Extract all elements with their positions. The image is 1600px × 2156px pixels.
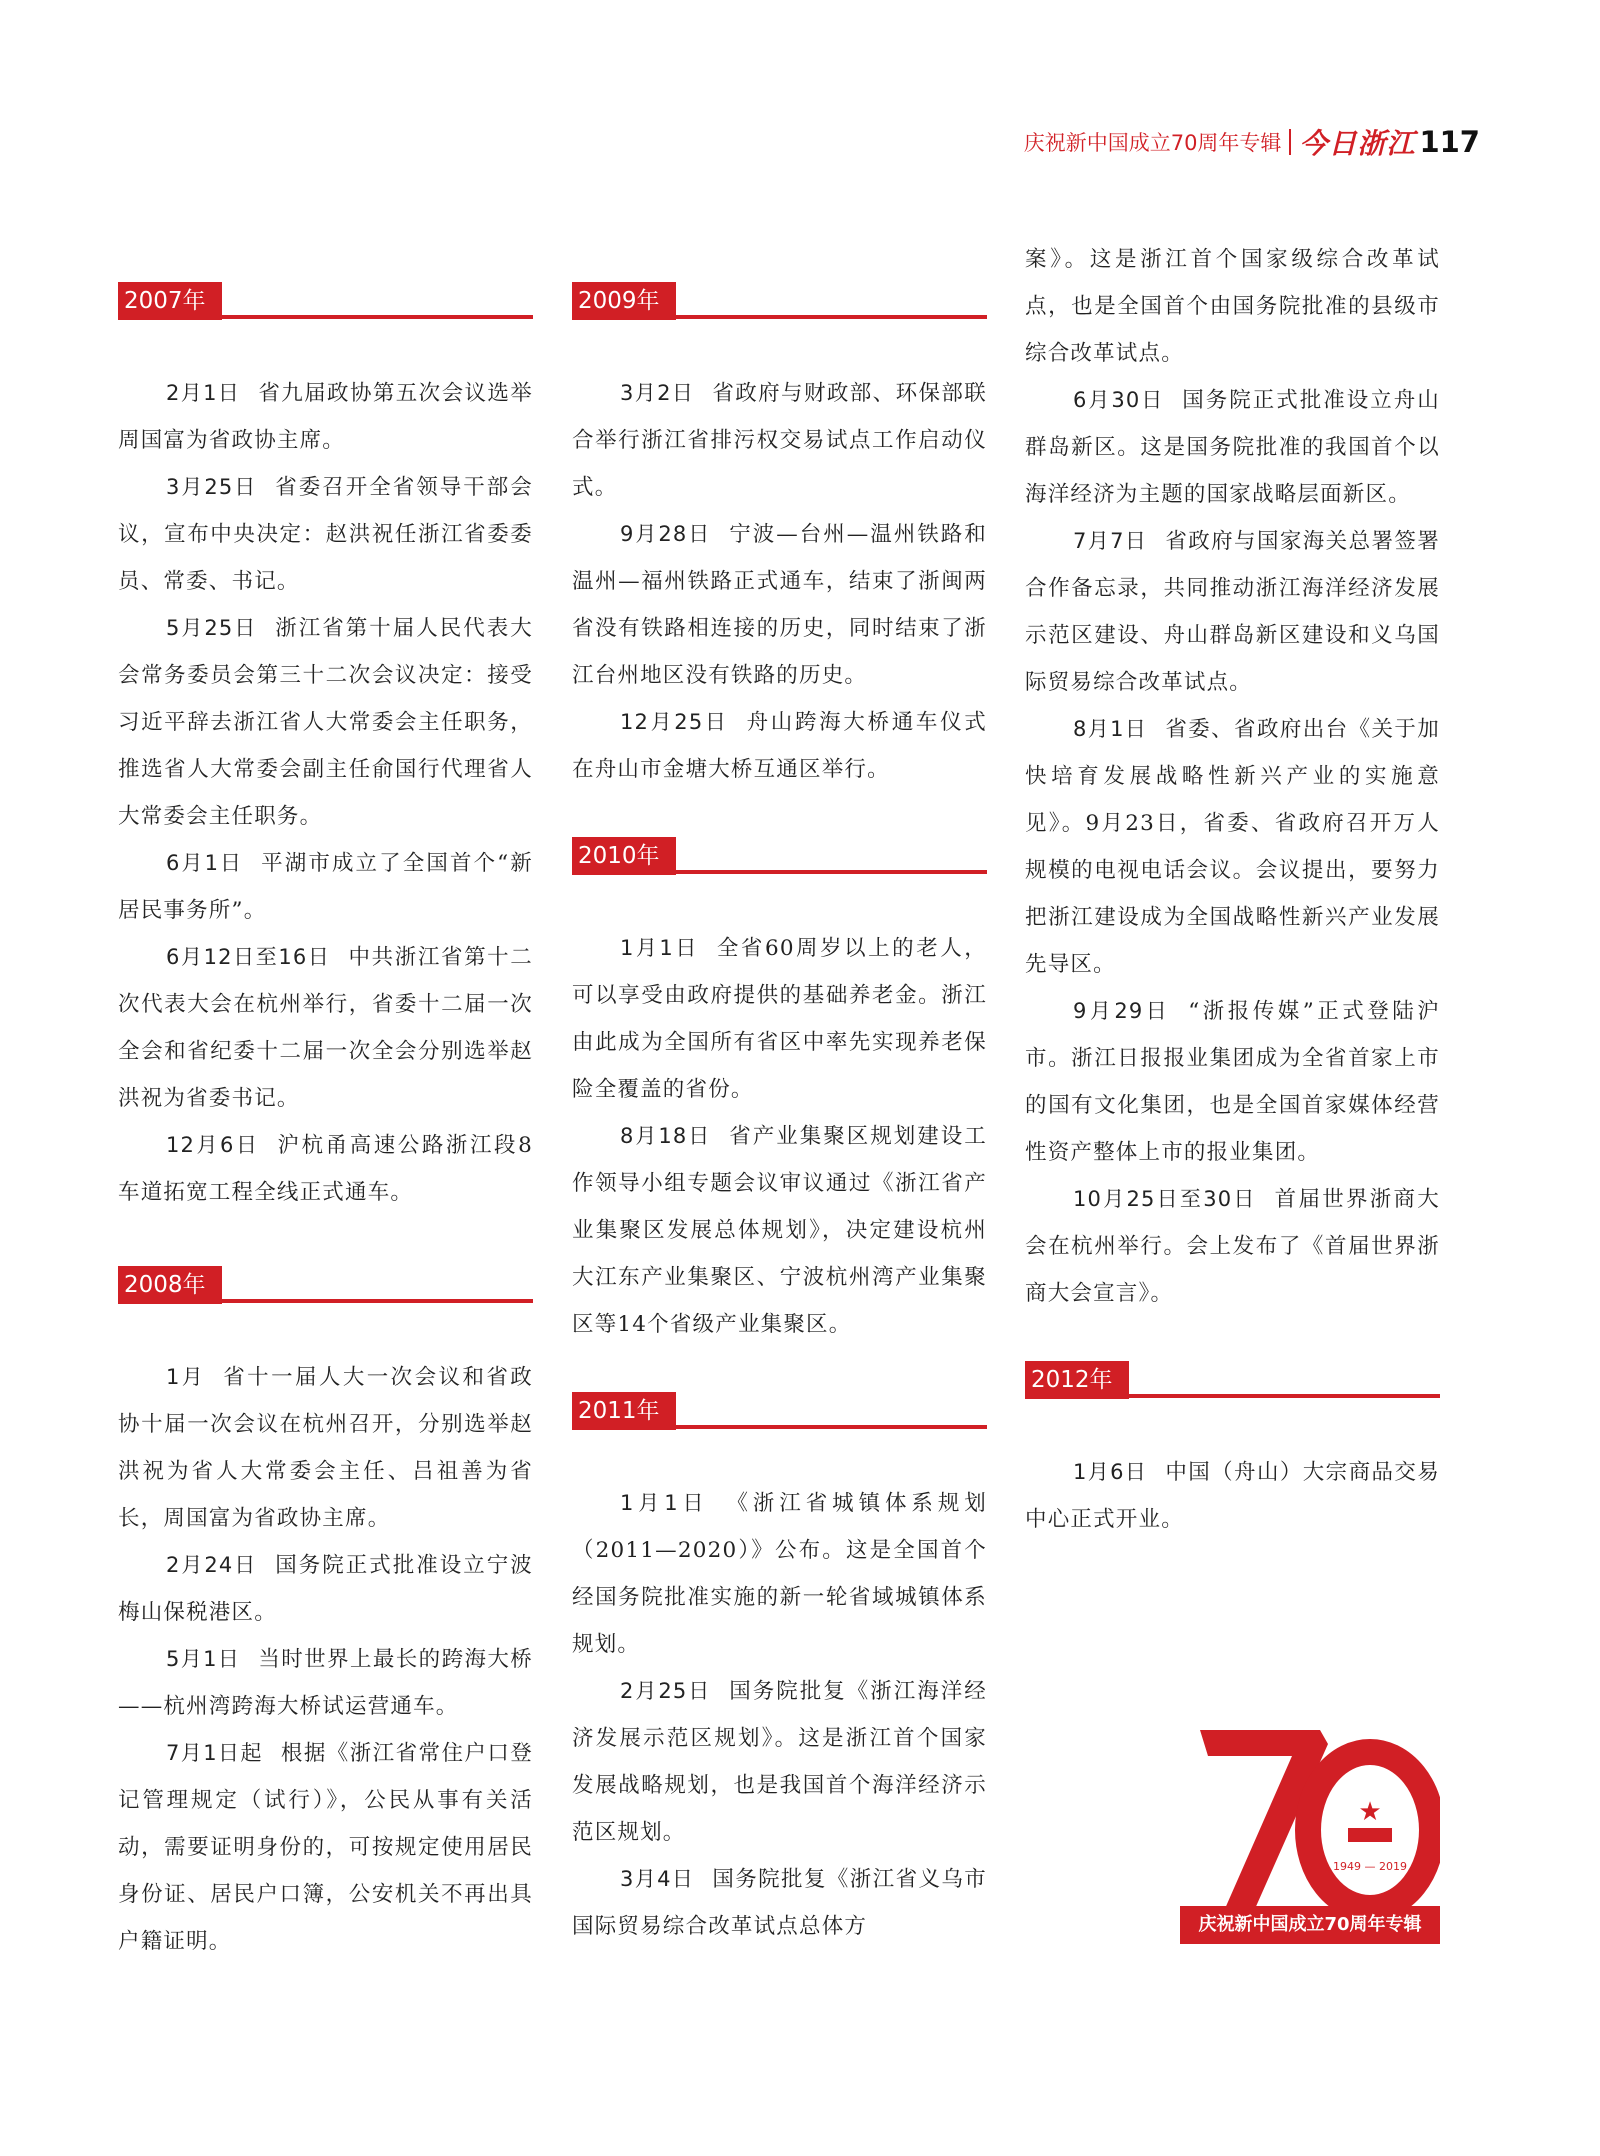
- column-3: [1025, 236, 1440, 1543]
- entry-text: 沪杭甬高速公路浙江段8车道拓宽工程全线正式通车。: [118, 1133, 533, 1205]
- entry-date: 6月30日: [1073, 388, 1165, 412]
- entry-date: 6月12日至16日: [166, 945, 331, 969]
- timeline-entry: [118, 1636, 533, 1730]
- year-label: 2010年: [572, 837, 676, 875]
- entry-text: 首届世界浙商大会在杭州举行。会上发布了《首届世界浙商大会宣言》。: [1025, 1187, 1440, 1306]
- year-heading: [118, 1266, 533, 1304]
- entry-date: 2月1日: [166, 381, 241, 405]
- page-header: [1024, 122, 1480, 162]
- timeline-entry: [118, 605, 533, 840]
- entry-date: 9月29日: [1073, 999, 1171, 1023]
- entry-text: 省产业集聚区规划建设工作领导小组专题会议审议通过《浙江省产业集聚区发展总体规划》，决定建设杭州大江东产业集聚区、宁波杭州湾产业集聚区等14个省级产业集聚区。: [572, 1124, 988, 1337]
- entry-date: 7月7日: [1073, 529, 1148, 553]
- column-1: [118, 230, 533, 1965]
- entry-date: 6月1日: [166, 851, 244, 875]
- entry-text: 中共浙江省第十二次代表大会在杭州举行，省委十二届一次全会和省纪委十二届一次全会分别选举赵洪祝为省委书记。: [118, 945, 533, 1111]
- timeline-entry: [118, 934, 533, 1122]
- logo-years: 1949 — 2019: [1333, 1860, 1407, 1873]
- timeline-entry: [1025, 518, 1440, 706]
- entry-text: 根据《浙江省常住户口登记管理规定（试行）》，公民从事有关活动，需要证明身份的，可按规定使用居民身份证、居民户口簿，公安机关不再出具户籍证明。: [118, 1741, 533, 1954]
- entry-text: 当时世界上最长的跨海大桥——杭州湾跨海大桥试运营通车。: [118, 1647, 533, 1719]
- entry-date: 3月4日: [620, 1867, 695, 1891]
- heading-rule: [676, 870, 987, 874]
- header-tagline: 庆祝新中国成立70周年专辑: [1023, 131, 1282, 155]
- year-label: 2008年: [118, 1266, 222, 1304]
- entry-text: 浙江省第十届人民代表大会常务委员会第三十二次会议决定：接受习近平辞去浙江省人大常委会主任职务，推选省人大常委会副主任俞国行代理省人大常委会主任职务。: [118, 616, 534, 829]
- timeline-entry: [572, 1113, 987, 1348]
- entry-date: 8月1日: [1073, 717, 1148, 741]
- timeline-entry: [118, 1542, 533, 1636]
- heading-rule: [222, 315, 533, 319]
- timeline-entry: [572, 1480, 987, 1668]
- continued-text: 案》。这是浙江首个国家级综合改革试点，也是全国首个由国务院批准的县级市综合改革试点。: [1025, 247, 1440, 366]
- entry-date: 3月2日: [620, 381, 695, 405]
- year-label: 2011年: [572, 1392, 676, 1430]
- entry-date: 2月24日: [166, 1553, 258, 1577]
- page-number: 117: [1419, 125, 1480, 159]
- entry-text: 省十一届人大一次会议和省政协十届一次会议在杭州召开，分别选举赵洪祝为省人大常委会主任、吕祖善为省长，周国富为省政协主席。: [118, 1365, 533, 1531]
- year-label: 2007年: [118, 282, 222, 320]
- entry-date: 1月1日: [620, 1491, 709, 1515]
- column-2: [572, 230, 987, 1950]
- year-label: 2012年: [1025, 1361, 1129, 1399]
- entry-text: 国务院批复《浙江省义乌市国际贸易综合改革试点总体方: [572, 1867, 987, 1939]
- entry-text: 省九届政协第五次会议选举周国富为省政协主席。: [118, 381, 533, 453]
- timeline-entry: [1025, 377, 1440, 518]
- header-separator: [1289, 129, 1291, 155]
- entry-text: 国务院正式批准设立宁波梅山保税港区。: [118, 1553, 534, 1625]
- year-heading: [1025, 1361, 1440, 1399]
- entry-date: 5月1日: [166, 1647, 241, 1671]
- timeline-entry: [118, 1354, 533, 1542]
- entry-date: 1月: [166, 1365, 206, 1389]
- entry-text: 舟山跨海大桥通车仪式在舟山市金塘大桥互通区举行。: [572, 710, 987, 782]
- entry-text: 全省60周岁以上的老人，可以享受由政府提供的基础养老金。浙江由此成为全国所有省区中率先实现养老保险全覆盖的省份。: [572, 936, 987, 1102]
- timeline-entry: [572, 925, 987, 1113]
- logo-caption: 庆祝新中国成立70周年专辑: [1180, 1906, 1440, 1944]
- year-heading: [572, 282, 987, 320]
- timeline-entry: [572, 1668, 987, 1856]
- entry-text: 省委、省政府出台《关于加快培育发展战略性新兴产业的实施意见》。9月23日，省委、省政府召开万人规模的电视电话会议。会议提出，要努力把浙江建设成为全国战略性新兴产业发展先导区。: [1025, 717, 1440, 977]
- timeline-entry: [118, 1730, 533, 1965]
- entry-text: 国务院批复《浙江海洋经济发展示范区规划》。这是浙江首个国家发展战略规划，也是我国首个海洋经济示范区规划。: [572, 1679, 988, 1845]
- entry-text: 省政府与国家海关总署签署合作备忘录，共同推动浙江海洋经济发展示范区建设、舟山群岛新区建设和义乌国际贸易综合改革试点。: [1025, 529, 1440, 695]
- year-heading: [118, 282, 533, 320]
- heading-rule: [676, 315, 987, 319]
- entry-date: 7月1日起: [166, 1741, 263, 1765]
- magazine-brand: 今日浙江: [1299, 127, 1416, 160]
- timeline-entry: [572, 370, 987, 511]
- entry-date: 12月6日: [166, 1133, 260, 1157]
- logo-gate-icon: [1348, 1828, 1392, 1842]
- timeline-entry: [118, 464, 533, 605]
- heading-rule: [222, 1299, 533, 1303]
- entry-text: 国务院正式批准设立舟山群岛新区。这是国务院批准的我国首个以海洋经济为主题的国家战略层面新区。: [1025, 388, 1441, 507]
- timeline-entry: [572, 699, 987, 793]
- entry-date: 12月25日: [620, 710, 729, 734]
- timeline-entry: [572, 511, 987, 699]
- entry-date: 3月25日: [166, 475, 258, 499]
- timeline-entry: [572, 1856, 987, 1950]
- entry-text: 宁波—台州—温州铁路和温州—福州铁路正式通车，结束了浙闽两省没有铁路相连接的历史，同时结束了浙江台州地区没有铁路的历史。: [572, 522, 988, 688]
- logo-star-icon: ★: [1358, 1797, 1382, 1827]
- year-heading: [572, 837, 987, 875]
- timeline-entry: [1025, 988, 1440, 1176]
- timeline-entry: [118, 1122, 533, 1216]
- entry-date: 10月25日至30日: [1073, 1187, 1257, 1211]
- timeline-entry: [1025, 1449, 1440, 1543]
- timeline-entry: [1025, 706, 1440, 988]
- entry-text: 《浙江省城镇体系规划（2011—2020）》公布。这是全国首个经国务院批准实施的新一轮省域城镇体系规划。: [572, 1491, 987, 1657]
- timeline-entry: [118, 840, 533, 934]
- timeline-entry: [118, 370, 533, 464]
- entry-text: 省政府与财政部、环保部联合举行浙江省排污权交易试点工作启动仪式。: [572, 381, 987, 500]
- entry-text: 中国（舟山）大宗商品交易中心正式开业。: [1025, 1460, 1440, 1532]
- entry-date: 8月18日: [620, 1124, 712, 1148]
- entry-text: 平湖市成立了全国首个“新居民事务所”。: [118, 851, 533, 923]
- entry-date: 5月25日: [166, 616, 258, 640]
- entry-text: 省委召开全省领导干部会议，宣布中央决定：赵洪祝任浙江省委委员、常委、书记。: [118, 475, 534, 594]
- timeline-entry: [1025, 1176, 1440, 1317]
- entry-date: 1月1日: [620, 936, 699, 960]
- year-heading: [572, 1392, 987, 1430]
- heading-rule: [676, 1425, 987, 1429]
- entry-date: 9月28日: [620, 522, 712, 546]
- entry-date: 1月6日: [1073, 1460, 1148, 1484]
- entry-date: 2月25日: [620, 1679, 712, 1703]
- heading-rule: [1129, 1394, 1440, 1398]
- year-label: 2009年: [572, 282, 676, 320]
- entry-text: “浙报传媒”正式登陆沪市。浙江日报报业集团成为全省首家上市的国有文化集团，也是全国首家媒体经营性资产整体上市的报业集团。: [1025, 999, 1440, 1165]
